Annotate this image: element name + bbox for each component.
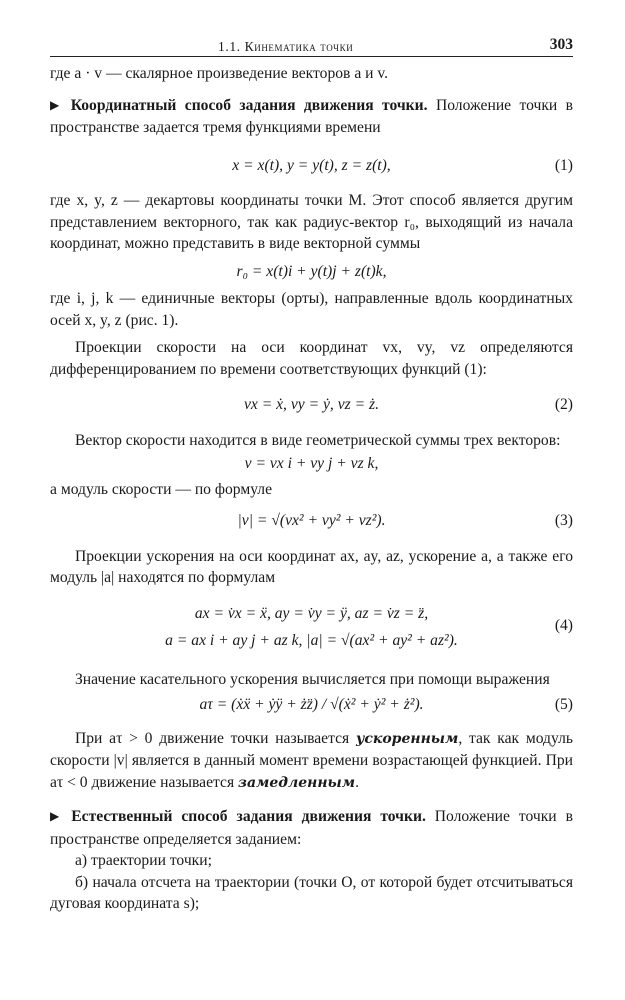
equation-1 bbox=[50, 155, 573, 177]
paragraph-velocity-projections-text: Проекции скорости на оси координат vx, vy, vz определяются дифференцированием по времени соответствующих функций (1): bbox=[50, 339, 573, 378]
paragraph-tangential-acceleration-text: Значение касательного ускорения вычисляется при помощи выражения bbox=[75, 670, 550, 688]
page-number: 303 bbox=[549, 36, 573, 53]
equation-4 bbox=[50, 603, 573, 653]
paragraph-velocity-projections bbox=[50, 337, 573, 380]
equation-radius-vector-body: r₀ = x(t)i + y(t)j + z(t)k, bbox=[236, 262, 387, 280]
equation-2-body: vx = ẋ, vy = ẏ, vz = ż. bbox=[243, 396, 380, 413]
paragraph-accelerated-motion bbox=[50, 728, 573, 795]
equation-radius-vector bbox=[50, 261, 573, 283]
paragraph-tangential-acceleration bbox=[50, 669, 573, 691]
paragraph-accelerated-mid: , так как модуль скорости |v| является в данный момент времени возрастающей функцией. При aτ < 0 движение называется bbox=[50, 729, 573, 791]
paragraph-coordinates bbox=[50, 190, 573, 255]
paragraph-velocity-vector bbox=[50, 430, 573, 452]
term-accelerated: ускоренным bbox=[355, 730, 459, 747]
list-item-b-text: б) начала отсчета на траектории (точки O, от которой будет отсчитываться дуговая координата s); bbox=[50, 873, 573, 912]
equation-velocity-sum-body: v = vx i + vy j + vz k, bbox=[244, 455, 379, 472]
equation-1-number: (1) bbox=[554, 156, 573, 174]
equation-5 bbox=[50, 694, 573, 716]
intro-line bbox=[50, 63, 573, 85]
section-natural-intro-text: Положение точки в пространстве определяется заданием: bbox=[50, 808, 573, 848]
paragraph-acceleration-projections-text: Проекции ускорения на оси координат ax, ay, az, ускорение a, а также его модуль |a| находятся по формулам bbox=[50, 547, 573, 586]
equation-2 bbox=[50, 394, 573, 416]
section-heading-coordinate: Координатный способ задания движения точки. bbox=[70, 96, 428, 114]
equation-1-body: x = x(t), y = y(t), z = z(t), bbox=[232, 156, 391, 174]
section-coordinate-intro bbox=[50, 95, 573, 139]
paragraph-velocity-vector-text: Вектор скорости находится в виде геометрической суммы трех векторов: bbox=[75, 431, 561, 449]
section-arrow-icon: ▶ bbox=[50, 97, 64, 112]
section-coordinate-intro-text: Положение точки в пространстве задается тремя функциями времени bbox=[50, 96, 573, 136]
section-arrow-icon: ▶ bbox=[50, 809, 65, 823]
equation-4-line-2: a = ax i + ay j + az k, |a| = √(ax² + ay² + az²). bbox=[165, 632, 458, 649]
list-item-a bbox=[50, 850, 573, 872]
term-decelerated: замедленным bbox=[238, 774, 356, 791]
paragraph-speed-modulus bbox=[50, 479, 573, 501]
equation-3-number: (3) bbox=[554, 512, 573, 529]
equation-4-number: (4) bbox=[554, 616, 573, 634]
paragraph-unit-vectors bbox=[50, 288, 573, 331]
equation-4-line-1: ax = v̇x = ẍ, ay = v̇y = ÿ, az = v̇z = z̈, bbox=[194, 604, 429, 622]
equation-5-body: aτ = (ẋẍ + ẏÿ + żz̈) / √(ẋ² + ẏ² + ż²). bbox=[199, 696, 424, 713]
intro-text: где a · v — скалярное произведение векторов a и v. bbox=[50, 65, 389, 82]
paragraph-coordinates-text: где x, y, z — декартовы координаты точки M. Этот способ является другим представлением векторного, так как радиус-вектор r₀, выходящий из начала координат, можно представить в виде векторной суммы bbox=[50, 192, 573, 252]
paragraph-acceleration-projections bbox=[50, 546, 573, 589]
equation-5-number: (5) bbox=[554, 696, 573, 713]
paragraph-accelerated-start: При aτ > 0 движение точки называется bbox=[75, 729, 350, 747]
paragraph-speed-modulus-text: а модуль скорости — по формуле bbox=[50, 480, 273, 498]
equation-3-body: |v| = √(vx² + vy² + vz²). bbox=[237, 512, 386, 529]
equation-2-number: (2) bbox=[554, 396, 573, 413]
running-head: 1.1. Кинематика точки bbox=[218, 39, 354, 54]
list-item-a-text: а) траектории точки; bbox=[75, 852, 212, 869]
list-item-b bbox=[50, 872, 573, 915]
section-heading-natural: Естественный способ задания движения точки. bbox=[71, 808, 426, 825]
paragraph-accelerated-end: . bbox=[355, 773, 360, 791]
section-natural-intro bbox=[50, 806, 573, 850]
equation-3 bbox=[50, 510, 573, 532]
paragraph-unit-vectors-text: где i, j, k — единичные векторы (орты), направленные вдоль координатных осей x, y, z (рис. 1). bbox=[50, 290, 573, 329]
equation-velocity-sum bbox=[50, 453, 573, 475]
page-header bbox=[50, 34, 573, 57]
